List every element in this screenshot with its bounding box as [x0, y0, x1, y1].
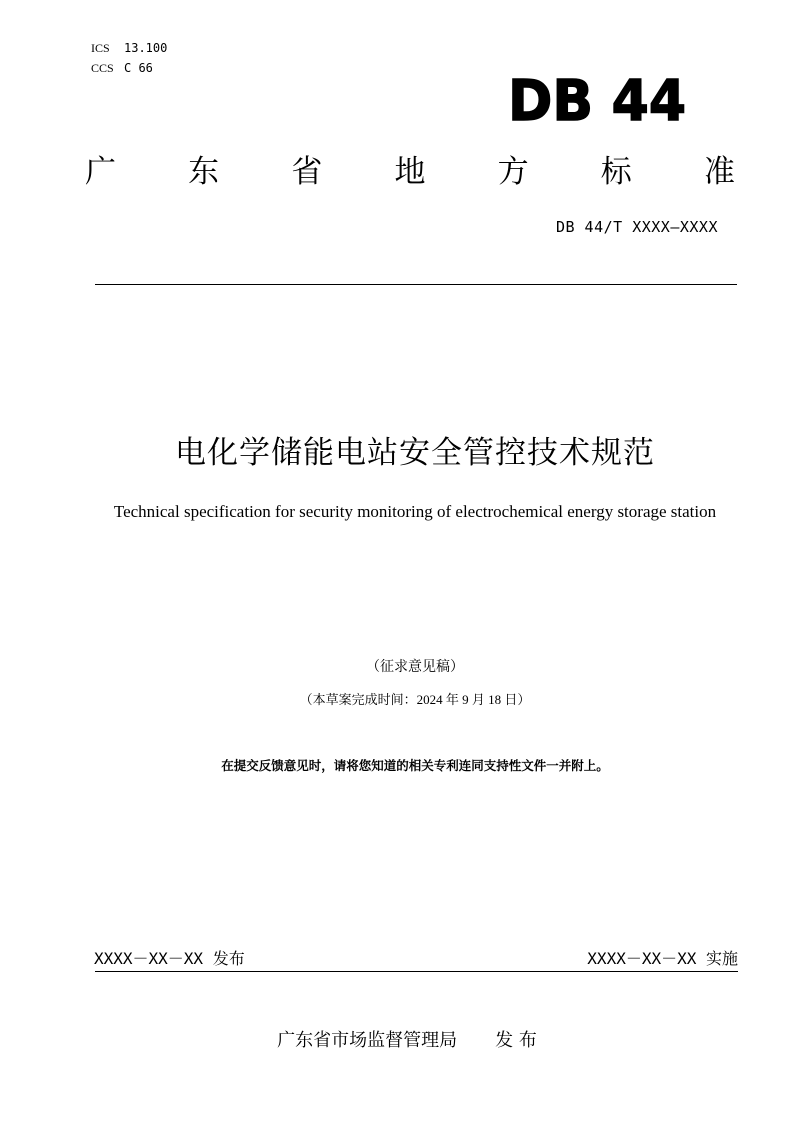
standard-type-char: 地 — [394, 154, 426, 189]
db44-logo — [508, 70, 686, 126]
issuer-action: 发 布 — [495, 1030, 537, 1051]
classification-codes — [91, 38, 167, 78]
standard-type — [85, 150, 735, 194]
standard-type-char: 方 — [497, 154, 529, 189]
ics-code-row — [91, 38, 167, 58]
standard-type-char: 标 — [600, 154, 632, 189]
issuer-name: 广东省市场监督管理局 — [277, 1030, 458, 1051]
ccs-code-row — [91, 58, 167, 78]
ccs-value: C 66 — [124, 61, 153, 75]
ccs-label: CCS — [91, 61, 114, 75]
ics-value: 13.100 — [124, 41, 168, 55]
bottom-divider — [95, 971, 738, 972]
standard-type-char: 准 — [703, 154, 735, 189]
standard-type-char: 广 — [85, 154, 116, 189]
implement-date: XXXX－XX－XX 实施 — [587, 949, 738, 968]
standard-type-char: 省 — [291, 154, 323, 189]
ics-label: ICS — [91, 41, 110, 55]
patent-notice: 在提交反馈意见时，请将您知道的相关专利连同支持性文件一并附上。 — [221, 758, 609, 773]
issuer-line — [0, 1026, 794, 1052]
db44-logo-text: DB 44 — [508, 70, 686, 126]
publish-date: XXXX－XX－XX 发布 — [94, 949, 245, 968]
draft-label: （征求意见稿） — [366, 660, 464, 675]
standard-type-char: 东 — [188, 154, 220, 189]
standard-number: DB 44/T XXXX—XXXX — [555, 218, 718, 236]
title-chinese: 电化学储能电站安全管控技术规范 — [175, 435, 655, 471]
draft-completion-date: （本草案完成时间：2024 年 9 月 18 日） — [299, 692, 531, 707]
top-divider — [95, 284, 737, 285]
title-english: Technical specification for security monitoring of electrochemical energy storage station — [113, 502, 717, 521]
